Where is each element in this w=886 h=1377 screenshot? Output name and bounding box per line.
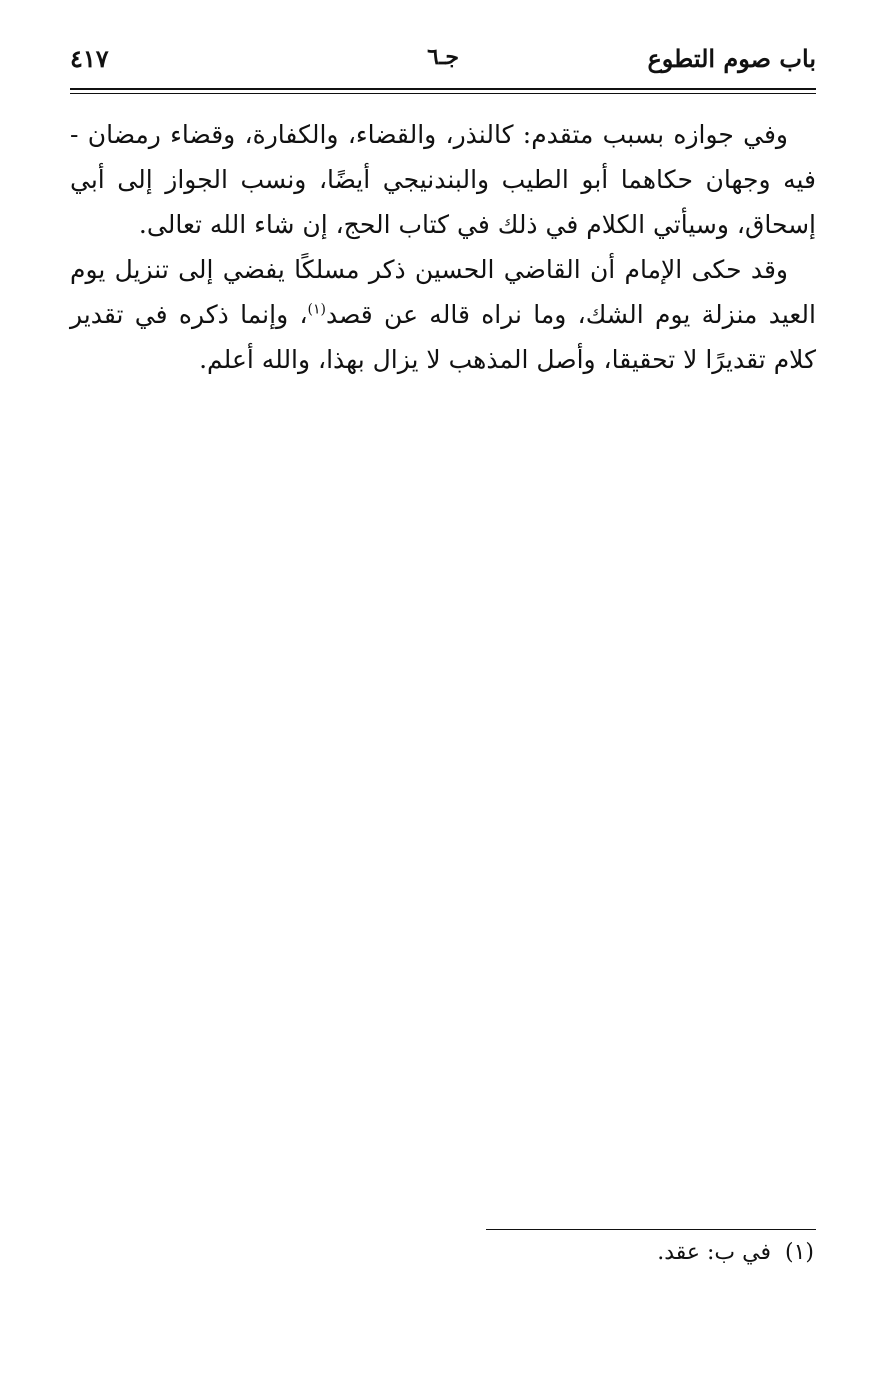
- running-header: [70, 44, 816, 84]
- chapter-title: باب صوم التطوع: [647, 44, 816, 73]
- header-divider-thick: [70, 88, 816, 90]
- footnote: [657, 1240, 814, 1265]
- footnote-marker: (١): [784, 1240, 814, 1265]
- footnote-text: في ب: عقد.: [657, 1240, 771, 1265]
- page-number: ٤١٧: [70, 44, 109, 73]
- volume-label: جـ٦: [427, 44, 459, 70]
- header-divider-thin: [70, 93, 816, 94]
- paragraph: [70, 247, 816, 382]
- footnote-separator: [486, 1229, 816, 1230]
- main-text: [70, 112, 816, 382]
- paragraph-text: وقد حكى الإمام أن القاضي الحسين ذكر مسلكًا يفضي إلى تنزيل يوم العيد منزلة يوم الشك، وما نراه قاله عن قصد: [70, 255, 816, 329]
- paragraph-text: ، وإنما ذكره في تقدير كلام تقديرًا لا تحقيقا، وأصل المذهب لا يزال بهذا، والله أعلم.: [70, 300, 816, 374]
- paragraph: وفي جوازه بسبب متقدم: كالنذر، والقضاء، والكفارة، وقضاء رمضان - فيه وجهان حكاهما أبو الطيب والبندنيجي أيضًا، ونسب الجواز إلى أبي إسحاق، وسيأتي الكلام في ذلك في كتاب الحج، إن شاء الله تعالى.: [70, 120, 816, 239]
- footnote-reference[interactable]: (١): [307, 301, 326, 318]
